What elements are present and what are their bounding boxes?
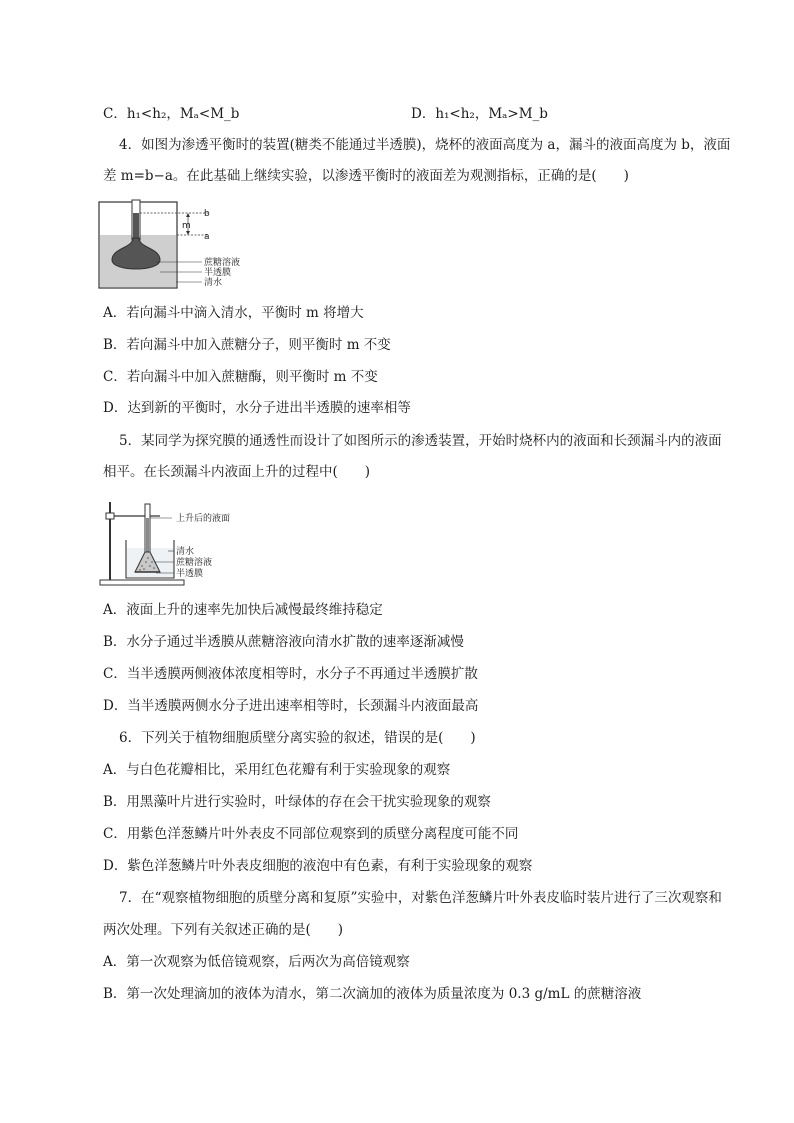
- label-sucrose: 蔗糖溶液: [176, 558, 213, 568]
- q4-option-d: D．达到新的平衡时，水分子进出半透膜的速率相等: [103, 400, 411, 416]
- funnel-liquid-column: [133, 213, 139, 241]
- stand-base: [100, 580, 184, 585]
- option-c-prev: C．h₁<h₂，Mₐ<M_b: [103, 106, 240, 122]
- label-sucrose: 蔗糖溶液: [204, 258, 241, 268]
- label-a: a: [204, 232, 210, 242]
- q6-option-d: D．紫色洋葱鳞片叶外表皮细胞的液泡中有色素，有利于实验现象的观察: [103, 858, 533, 874]
- q6-option-c: C．用紫色洋葱鳞片叶外表皮不同部位观察到的质壁分离程度可能不同: [103, 826, 519, 842]
- q5-stem-line1: 5．某同学为探究膜的通透性而设计了如图所示的渗透装置，开始时烧杯内的液面和长颈漏斗内的液面: [119, 433, 722, 449]
- label-water: 清水: [204, 278, 223, 288]
- label-raised-level: 上升后的液面: [176, 514, 231, 524]
- q4-osmosis-figure: [98, 198, 258, 294]
- label-m: m: [182, 221, 191, 231]
- q4-stem-line1: 4．如图为渗透平衡时的装置(糖类不能通过半透膜)，烧杯的液面高度为 a，漏斗的液面高度为 b，液面: [119, 137, 731, 153]
- q6-option-a: A．与白色花瓣相比，采用红色花瓣有利于实验现象的观察: [103, 762, 451, 778]
- label-membrane: 半透膜: [204, 268, 232, 278]
- label-membrane: 半透膜: [176, 569, 204, 579]
- q6-option-b: B．用黑藻叶片进行实验时，叶绿体的存在会干扰实验现象的观察: [103, 794, 491, 810]
- q4-option-a: A．若向漏斗中滴入清水，平衡时 m 将增大: [103, 305, 364, 321]
- q7-stem-line2: 两次处理。下列有关叙述正确的是( ): [103, 922, 344, 938]
- q4-stem-line2: 差 m=b−a。在此基础上继续实验，以渗透平衡时的液面差为观测指标，正确的是( ): [103, 168, 629, 184]
- q5-stem-line2: 相平。在长颈漏斗内液面上升的过程中( ): [103, 464, 371, 480]
- option-d-prev: D．h₁<h₂，Mₐ>M_b: [411, 106, 548, 122]
- q4-option-c: C．若向漏斗中加入蔗糖酶，则平衡时 m 不变: [103, 369, 378, 385]
- q4-option-b: B．若向漏斗中加入蔗糖分子，则平衡时 m 不变: [103, 337, 391, 353]
- q5-osmosis-figure: [98, 496, 258, 590]
- q7-stem-line1: 7．在“观察植物细胞的质壁分离和复原”实验中，对紫色洋葱鳞片叶外表皮临时装片进行了三次观察和: [119, 890, 722, 906]
- q6-stem: 6．下列关于植物细胞质壁分离实验的叙述，错误的是( ): [119, 730, 476, 746]
- q5-option-c: C．当半透膜两侧液体浓度相等时，水分子不再通过半透膜扩散: [103, 666, 478, 682]
- funnel-liquid-column: [146, 518, 149, 552]
- q5-option-b: B．水分子通过半透膜从蔗糖溶液向清水扩散的速率逐渐减慢: [103, 634, 464, 650]
- q5-option-d: D．当半透膜两侧水分子进出速率相等时，长颈漏斗内液面最高: [103, 698, 479, 714]
- q5-option-a: A．液面上升的速率先加快后减慢最终维持稳定: [103, 602, 383, 618]
- q7-option-b: B．第一次处理滴加的液体为清水，第二次滴加的液体为质量浓度为 0.3 g/mL 的蔗糖溶液: [103, 986, 642, 1002]
- label-water: 清水: [176, 547, 195, 557]
- label-b: b: [204, 209, 210, 219]
- clamp-holder: [106, 513, 114, 519]
- q7-option-a: A．第一次观察为低倍镜观察，后两次为高倍镜观察: [103, 954, 410, 970]
